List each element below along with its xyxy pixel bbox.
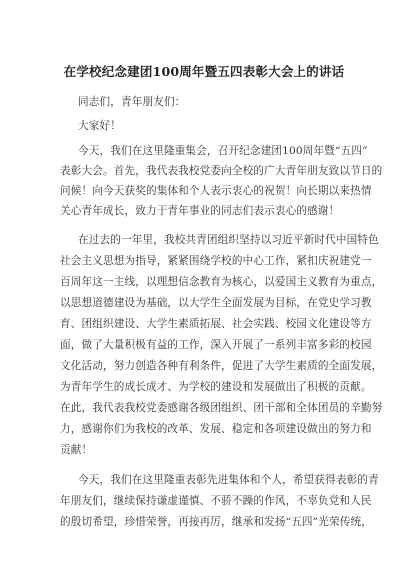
paragraph-3-line: 的殷切希望，珍惜荣誉，再接再厉，继承和发扬“五四”光荣传统， — [60, 516, 372, 528]
paragraph-1-line: 问候！向今天获奖的集体和个人表示衷心的祝贺！向长期以来热情 — [60, 185, 372, 197]
paragraph-2-line: 百周年这一主线，以理想信念教育为核心，以爱国主义教育为重点， — [60, 276, 383, 288]
paragraph-3-line: 年朋友们，继续保持谦虚谨慎、不骄不躁的作风，不辜负党和人民 — [60, 495, 372, 507]
salutation: 同志们，青年朋友们： — [78, 96, 186, 108]
paragraph-2-line: 力，感谢你们为我校的改革、发展、稳定和各项建设做出的努力和 — [60, 423, 372, 435]
paragraph-2-line: 为青年学生的成长成才、为学校的建设和发展做出了积极的贡献。 — [60, 381, 372, 393]
paragraph-2-line: 以思想道德建设为基础，以大学生全面发展为目标，在党史学习教 — [60, 297, 372, 309]
paragraph-1-line: 表彰大会。首先，我代表我校党委向全校的广大青年朋友致以节日的 — [60, 165, 383, 177]
paragraph-2-line: 面，做了大量积极有益的工作，深入开展了一系列丰富多彩的校园 — [60, 339, 372, 351]
paragraph-3-line: 今天，我们在这里隆重表彰先进集体和个人，希望获得表彰的青 — [78, 474, 379, 486]
paragraph-2-line: 在此，我代表我校党委感谢各级团组织、团干部和全体团员的辛勤努 — [60, 402, 383, 414]
paragraph-2-line: 在过去的一年里，我校共青团组织坚持以习近平新时代中国特色 — [78, 234, 379, 246]
paragraph-2-line: 社会主义思想为指导，紧紧围绕学校的中心工作，紧扣庆祝建党一 — [60, 255, 372, 267]
paragraph-1-line: 今天，我们在这里隆重集会，召开纪念建团100周年暨“五四” — [78, 145, 368, 157]
paragraph-2-line: 贡献！ — [60, 444, 93, 456]
greeting: 大家好！ — [78, 120, 121, 132]
paragraph-2-line: 文化活动，努力创造各种有利条件，促进了大学生素质的全面发展， — [60, 360, 383, 372]
document-title: 在学校纪念建团100周年暨五四表彰大会上的讲话 — [63, 64, 345, 79]
paragraph-2-line: 育、团组织建设、大学生素质拓展、社会实践、校园文化建设等方 — [60, 318, 372, 330]
paragraph-1-line: 关心青年成长，致力于青年事业的同志们表示衷心的感谢！ — [60, 205, 340, 217]
